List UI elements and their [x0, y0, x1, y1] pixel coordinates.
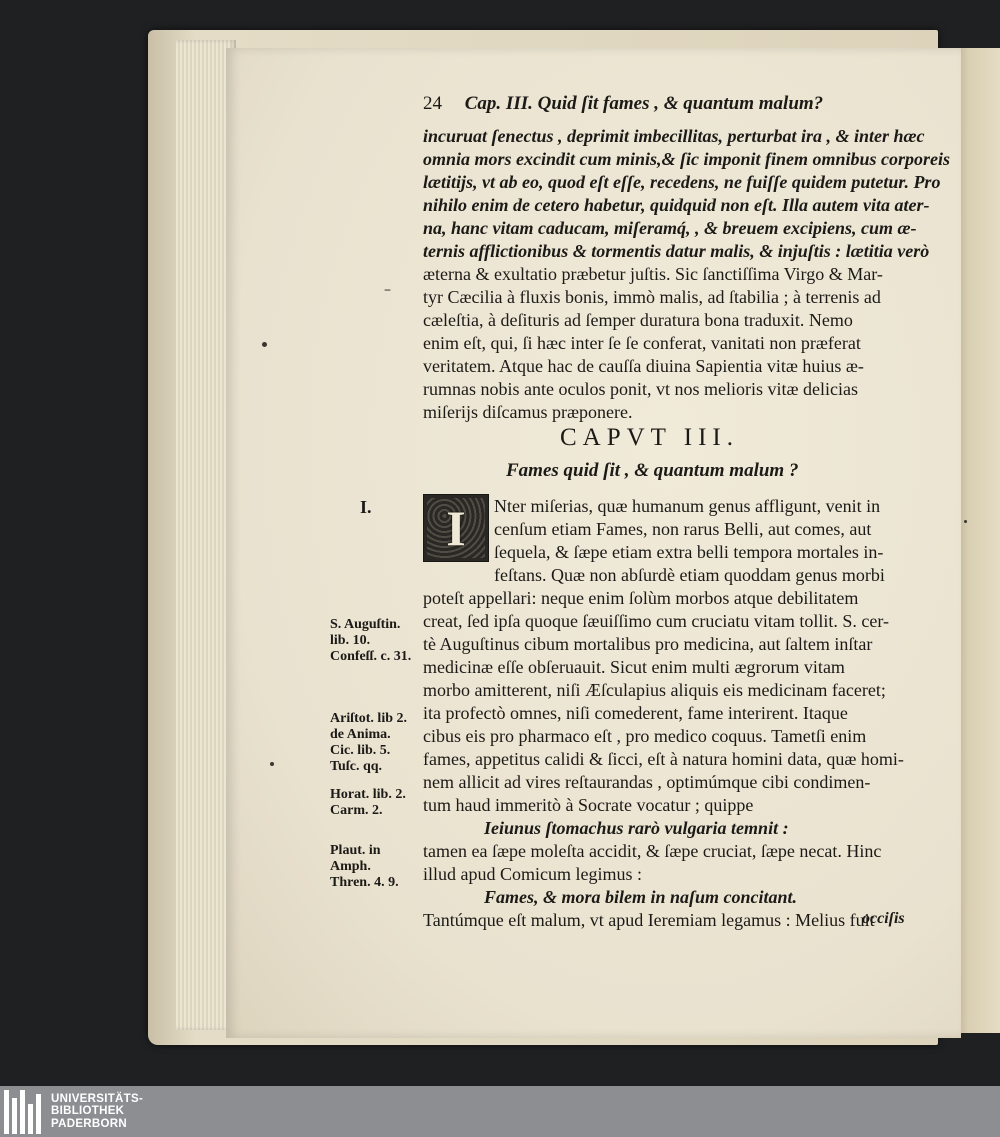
library-logo-icon	[4, 1090, 41, 1134]
margin-dash: –	[384, 282, 391, 298]
section-number: I.	[360, 497, 372, 517]
catchword: occiſis	[862, 910, 905, 927]
library-name-line: PADERBORN	[51, 1117, 127, 1130]
text-line: cenſum etiam Fames, non rarus Belli, aut comes, aut	[494, 519, 872, 539]
text-line: tamen ea ſæpe moleſta accidit, & ſæpe cruciat, ſæpe necat. Hinc	[423, 841, 882, 861]
sidenote-line: Thren. 4. 9.	[330, 875, 399, 890]
text-line: na, hanc vitam caducam, miſeramq́, , & breuem excipiens, cum æ-	[423, 218, 917, 238]
text-line: feſtans. Quæ non abſurdè etiam quoddam genus morbi	[494, 565, 885, 585]
sidenote-line: Ariſtot. lib 2.	[330, 711, 407, 726]
text-line: morbo amitterent, niſi Æſculapius aliquis eis medicinam faceret;	[423, 680, 886, 700]
sidenote-line: Plaut. in	[330, 843, 381, 858]
text-line: creat, ſed ipſa quoque ſæuiſſimo cum cruciatu vitam tollit. S. cer-	[423, 611, 890, 631]
library-name-line: UNIVERSITÄTS-	[51, 1092, 144, 1105]
decorated-initial	[423, 494, 489, 562]
running-title: Cap. III. Quid ſit fames , & quantum malum?	[464, 93, 824, 114]
facing-page-edge	[955, 48, 1000, 1033]
text-line: tè Auguſtinus cibum mortalibus pro medicina, aut ſaltem inſtar	[423, 634, 873, 654]
sidenote-line: S. Auguſtin.	[330, 617, 401, 632]
text-line: ita profectò omnes, niſi comederent, fame interirent. Itaque	[423, 703, 848, 723]
page-number: 24	[423, 93, 442, 114]
sidenote-line: de Anima.	[330, 727, 391, 742]
verse-line: Ieiunus ſtomachus rarò vulgaria temnit :	[484, 818, 789, 838]
verse-line: Fames, & mora bilem in naſum concitant.	[484, 887, 798, 907]
chapter-subtitle: Fames quid ſit , & quantum malum ?	[506, 460, 799, 481]
text-line: nem allicit ad vires reſtaurandas , optimúmque cibi condimen-	[423, 772, 871, 792]
text-line: cæleſtia, à deſituris ad ſemper duratura bona traduxit. Nemo	[423, 310, 853, 330]
text-line: lætitijs, vt ab eo, quod eſt eſſe, recedens, ne fuiſſe quidem putetur. Pro	[423, 172, 941, 192]
text-line: tum haud immeritò à Socrate vocatur ; quippe	[423, 795, 754, 815]
text-line: poteſt appellari: neque enim ſolùm morbos atque debilitatem	[423, 588, 859, 608]
text-line: æterna & exultatio præbetur juſtis. Sic ſanctiſſima Virgo & Mar-	[423, 264, 883, 284]
sidenote-line: lib. 10.	[330, 633, 371, 648]
text-line: Tantúmque eſt malum, vt apud Ieremiam legamus : Melius fuit	[423, 910, 875, 930]
text-line: tyr Cæcilia à fluxis bonis, immò malis, ad ſtabilia ; à terrenis ad	[423, 287, 881, 307]
library-name-line: BIBLIOTHEK	[51, 1105, 125, 1118]
text-line: Nter miſerias, quæ humanum genus affligunt, venit in	[494, 496, 881, 516]
text-line: cibus eis pro pharmaco eſt , pro medico coquus. Tametſi enim	[423, 726, 867, 746]
text-line: nihilo enim de cetero habetur, quidquid non eſt. Illa autem vita ater-	[423, 195, 930, 215]
text-line: miſerijs diſcamus præponere.	[423, 402, 633, 422]
library-name	[51, 1093, 143, 1131]
running-header	[423, 93, 823, 115]
sidenote-line: Amph.	[330, 859, 371, 874]
text-line: medicinæ eſſe obſeruauit. Sicut enim multi ægrorum vitam	[423, 657, 845, 677]
paper-blemish	[964, 520, 967, 523]
library-footer-bar	[0, 1086, 1000, 1137]
text-line: enim eſt, qui, ſi hæc inter ſe ſe conferat, vanitati non præferat	[423, 333, 861, 353]
sidenote-line: Cic. lib. 5.	[330, 743, 391, 758]
initial-letter: I	[446, 500, 466, 556]
text-line: ſequela, & ſæpe etiam extra belli tempora mortales in-	[494, 542, 884, 562]
text-line: veritatem. Atque hac de cauſſa diuina Sapientia vitæ huius æ-	[423, 356, 864, 376]
sidenote-line: Carm. 2.	[330, 803, 383, 818]
sidenote-line: Horat. lib. 2.	[330, 787, 406, 802]
text-line: fames, appetitus calidi & ſicci, eſt à natura homini data, quæ homi-	[423, 749, 904, 769]
text-line: rumnas nobis ante oculos ponit, vt nos melioris vitæ delicias	[423, 379, 858, 399]
sidenote-line: Confeſſ. c. 31.	[330, 649, 412, 664]
chapter-heading: CAPVT III.	[560, 424, 739, 451]
paper-blemish	[270, 762, 274, 766]
text-line: ternis afflictionibus & tormentis datur malis, & injuſtis : lætitia verò	[423, 241, 930, 261]
text-line: illud apud Comicum legimus :	[423, 864, 642, 884]
sidenote-line: Tuſc. qq.	[330, 759, 383, 774]
text-line: omnia mors excindit cum minis,& ſic imponit finem omnibus corporeis	[423, 149, 951, 169]
text-line: incuruat ſenectus , deprimit imbecillitas, perturbat ira , & inter hæc	[423, 126, 925, 146]
paper-blemish	[262, 342, 267, 347]
